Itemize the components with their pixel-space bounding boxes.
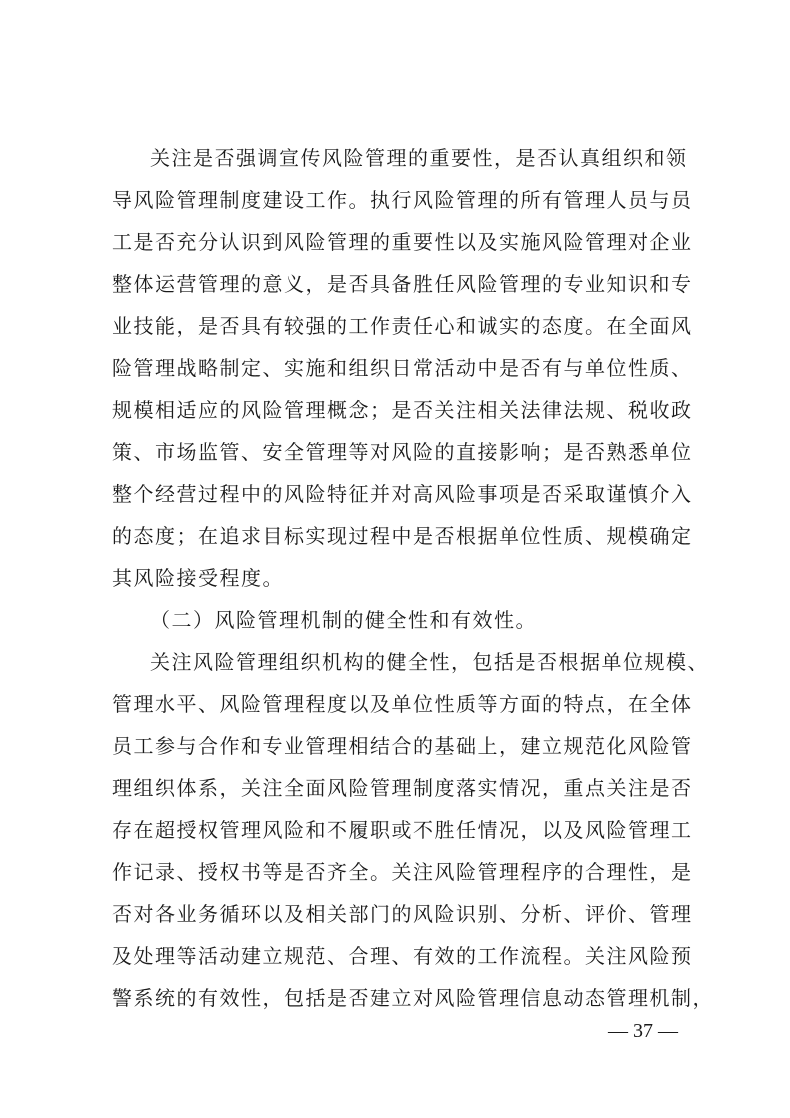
paragraph-2-line-4: 理组织体系，关注全面风险管理制度落实情况，重点关注是否	[112, 776, 693, 800]
paragraph-2-line-9: 警系统的有效性，包括是否建立对风险管理信息动态管理机制，	[112, 986, 714, 1010]
paragraph-1-line-1: 关注是否强调宣传风险管理的重要性，是否认真组织和领	[150, 146, 688, 170]
paragraph-1-line-6: 险管理战略制定、实施和组织日常活动中是否有与单位性质、	[112, 356, 693, 380]
paragraph-1-line-4: 整体运营管理的意义，是否具备胜任风险管理的专业知识和专	[112, 272, 693, 296]
paragraph-2-line-6: 作记录、授权书等是否齐全。关注风险管理程序的合理性，是	[112, 860, 693, 884]
paragraph-1-line-5: 业技能，是否具有较强的工作责任心和诚实的态度。在全面风	[112, 314, 693, 338]
paragraph-2-line-3: 员工参与合作和专业管理相结合的基础上，建立规范化风险管	[112, 734, 693, 758]
paragraph-2-line-2: 管理水平、风险管理程度以及单位性质等方面的特点，在全体	[112, 692, 693, 716]
paragraph-1-line-8: 策、市场监管、安全管理等对风险的直接影响；是否熟悉单位	[112, 440, 693, 464]
paragraph-1-line-2: 导风险管理制度建设工作。执行风险管理的所有管理人员与员	[112, 188, 693, 212]
paragraph-2-line-8: 及处理等活动建立规范、合理、有效的工作流程。关注风险预	[112, 944, 693, 968]
paragraph-1-line-7: 规模相适应的风险管理概念；是否关注相关法律法规、税收政	[112, 398, 693, 422]
paragraph-2-line-5: 存在超授权管理风险和不履职或不胜任情况，以及风险管理工	[112, 818, 693, 842]
page-number: — 37 —	[608, 1020, 678, 1042]
section-heading: （二）风险管理机制的健全性和有效性。	[150, 608, 537, 632]
paragraph-1-line-3: 工是否充分认识到风险管理的重要性以及实施风险管理对企业	[112, 230, 693, 254]
paragraph-1-line-11: 其风险接受程度。	[112, 566, 284, 590]
paragraph-2-line-1: 关注风险管理组织机构的健全性，包括是否根据单位规模、	[150, 650, 709, 674]
paragraph-1-line-10: 的态度；在追求目标实现过程中是否根据单位性质、规模确定	[112, 524, 693, 548]
paragraph-1-line-9: 整个经营过程中的风险特征并对高风险事项是否采取谨慎介入	[112, 482, 693, 506]
paragraph-2-line-7: 否对各业务循环以及相关部门的风险识别、分析、评价、管理	[112, 902, 693, 926]
